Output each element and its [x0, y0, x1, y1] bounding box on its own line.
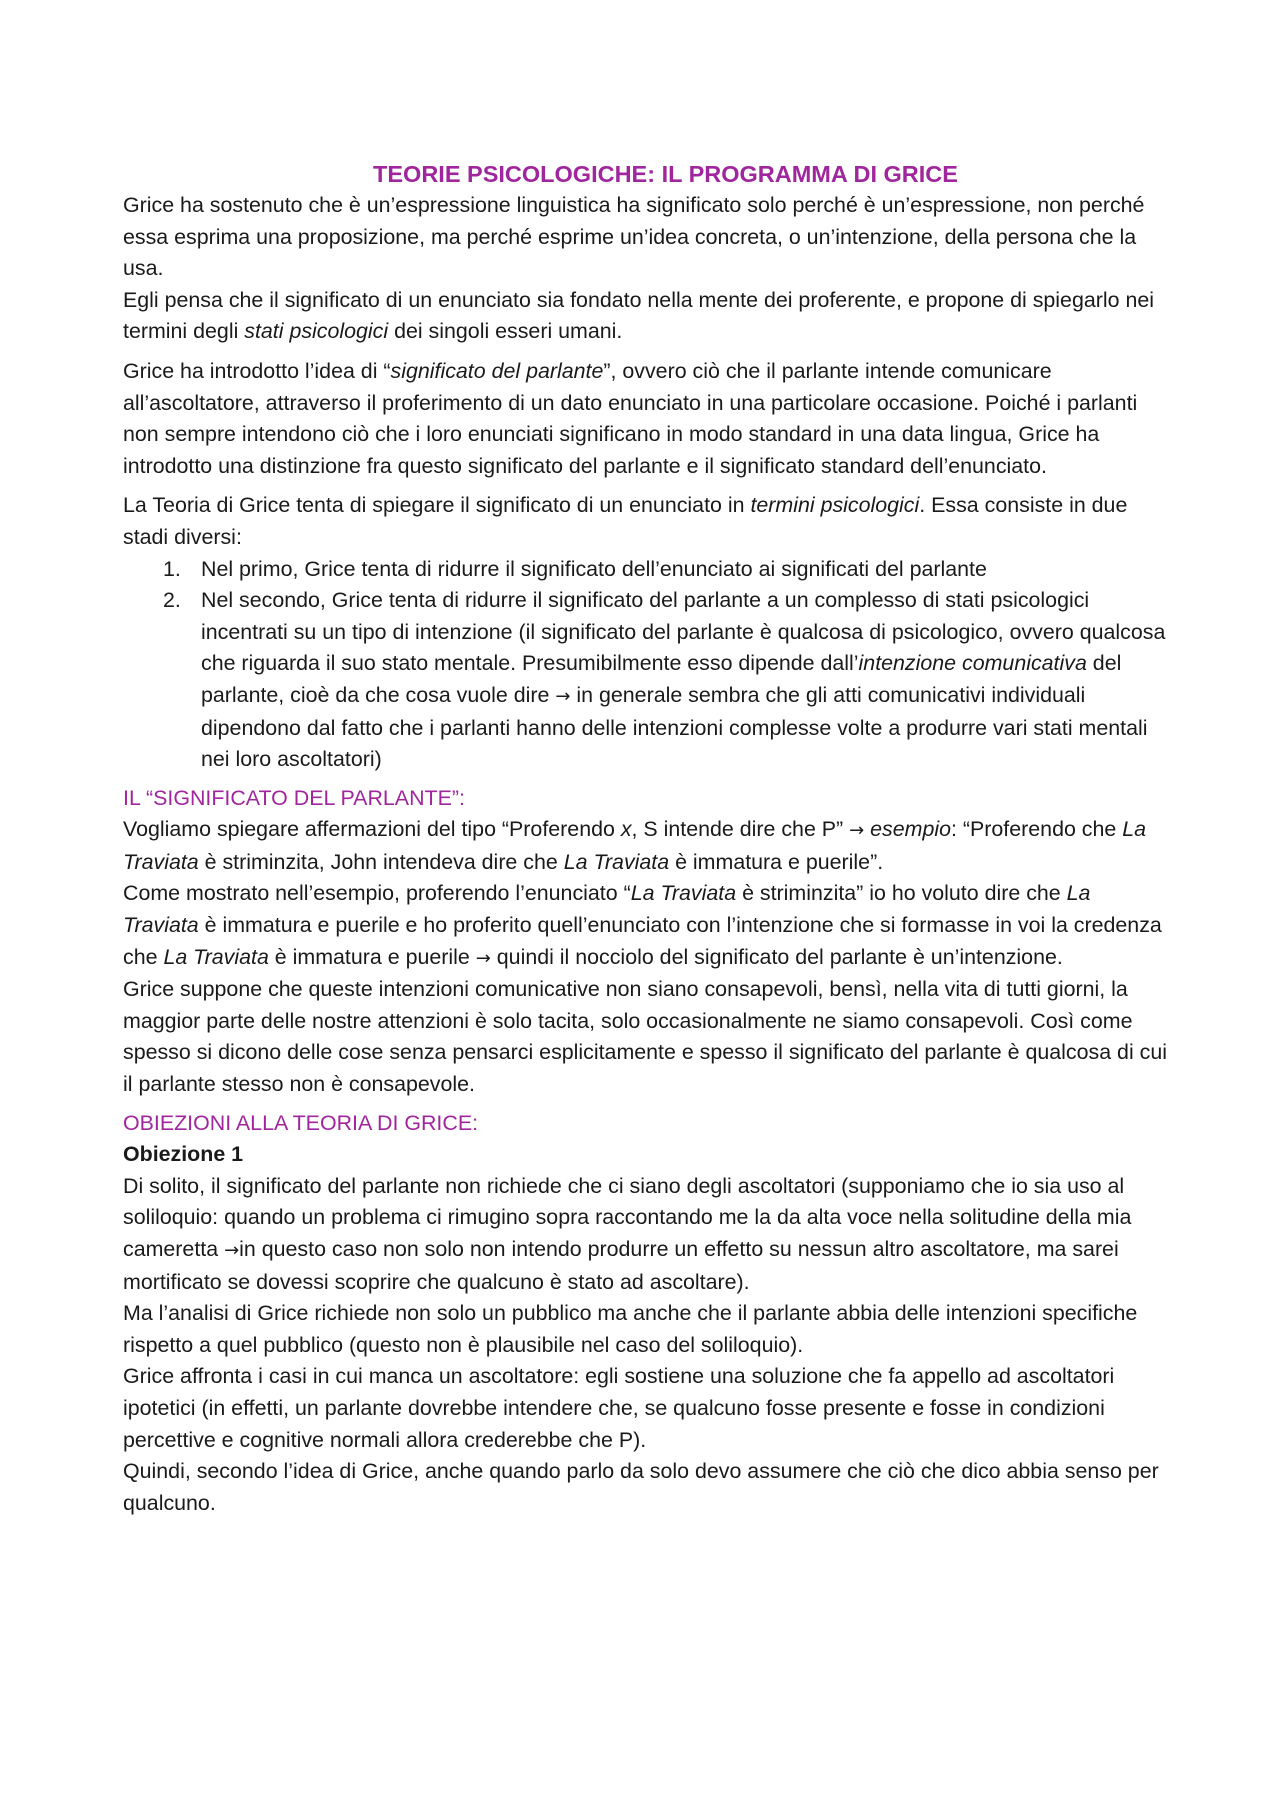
list-item: 1. Nel primo, Grice tenta di ridurre il significato dell’enunciato ai significati del parlante: [123, 554, 1168, 586]
paragraph: Grice affronta i casi in cui manca un ascoltatore: egli sostiene una soluzione che fa appello ad ascoltatori ipotetici (in effetti, un parlante dovrebbe intendere che, se qualcuno fosse presente e fosse in condizioni percettive e cognitive normali allora crederebbe che P).: [123, 1364, 1115, 1452]
paragraph: Come mostrato nell’esempio, proferendo l’enunciato “La Traviata è striminzita” io ho voluto dire che La Traviata è immatura e puerile e ho proferito quell’enunciato con l’intenzione che si formasse in voi la credenza che La Traviata è immatura e puerile → quindi il nocciolo del significato del parlante è un’intenzione.: [123, 881, 1162, 969]
paragraph: Di solito, il significato del parlante non richiede che ci siano degli ascoltatori (supponiamo che io sia uso al soliloquio: quando un problema ci rimugino sopra raccontando me la da alta voce nella solitudine della mia cameretta →in questo caso non solo non intendo produrre un effetto su nessun altro ascoltatore, ma sarei mortificato se dovessi scoprire che qualcuno è stato ad ascoltare).: [123, 1173, 1132, 1294]
arrow-right-icon: →: [849, 820, 865, 842]
numbered-list: [123, 554, 1168, 776]
arrow-right-icon: →: [224, 1240, 240, 1261]
section-heading: IL “SIGNIFICATO DEL PARLANTE”:: [123, 785, 465, 810]
paragraph: Grice suppone che queste intenzioni comunicative non siano consapevoli, bensì, nella vita di tutti giorni, la maggior parte delle nostre attenzioni è solo tacita, solo occasionalmente ne siamo consapevoli. Così come spesso si dicono delle cose senza pensarci esplicitamente e spesso il significato del parlante è qualcosa di cui il parlante stesso non è consapevole.: [123, 977, 1167, 1097]
section-heading: OBIEZIONI ALLA TEORIA DI GRICE:: [123, 1110, 479, 1135]
list-item: 2. Nel secondo, Grice tenta di ridurre il significato del parlante a un complesso di stati psicologici incentrati su un tipo di intenzione (il significato del parlante è qualcosa di psicologico, ovvero qualcosa che riguarda il suo stato mentale. Presumibilmente esso dipende dall’intenzione comunicativa del parlante, cioè da che cosa vuole dire → in generale sembra che gli atti comunicativi individuali dipendono dal fatto che i parlanti hanno delle intenzioni complesse volte a produrre vari stati mentali nei loro ascoltatori): [123, 585, 1168, 776]
paragraph: Ma l’analisi di Grice richiede non solo un pubblico ma anche che il parlante abbia delle intenzioni specifiche rispetto a quel pubblico (questo non è plausibile nel caso del soliloquio).: [123, 1301, 1138, 1357]
paragraph: Grice ha introdotto l’idea di “significato del parlante”, ovvero ciò che il parlante intende comunicare all’ascoltatore, attraverso il proferimento di un dato enunciato in una particolare occasione. Poiché i parlanti non sempre intendono ciò che i loro enunciati significano in modo standard in una data lingua, Grice ha introdotto una distinzione fra questo significato del parlante e il significato standard dell’enunciato.: [123, 358, 1138, 478]
arrow-right-icon: →: [555, 685, 571, 707]
paragraph: La Teoria di Grice tenta di spiegare il significato di un enunciato in termini psicologici. Essa consiste in due stadi diversi:: [123, 493, 1128, 549]
paragraph: Quindi, secondo l’idea di Grice, anche quando parlo da solo devo assumere che ciò che dico abbia senso per qualcuno.: [123, 1459, 1159, 1515]
document-page: [123, 158, 1168, 1519]
arrow-right-icon: →: [475, 947, 491, 969]
list-number: 1.: [163, 556, 181, 581]
list-number: 2.: [163, 588, 181, 613]
subheading: Obiezione 1: [123, 1142, 244, 1167]
paragraph: Egli pensa che il significato di un enunciato sia fondato nella mente dei proferente, e propone di spiegarlo nei termini degli stati psicologici dei singoli esseri umani.: [123, 287, 1155, 344]
paragraph: Grice ha sostenuto che è un’espressione linguistica ha significato solo perché è un’espressione, non perché essa esprima una proposizione, ma perché esprime un’idea concreta, o un’intenzione, della persona che la usa.: [123, 193, 1145, 281]
page-title: TEORIE PSICOLOGICHE: IL PROGRAMMA DI GRICE: [373, 161, 958, 187]
paragraph: Vogliamo spiegare affermazioni del tipo “Proferendo x, S intende dire che P” → esempio: “Proferendo che La Traviata è striminzita, John intendeva dire che La Traviata è immatura e puerile”.: [123, 817, 1147, 874]
